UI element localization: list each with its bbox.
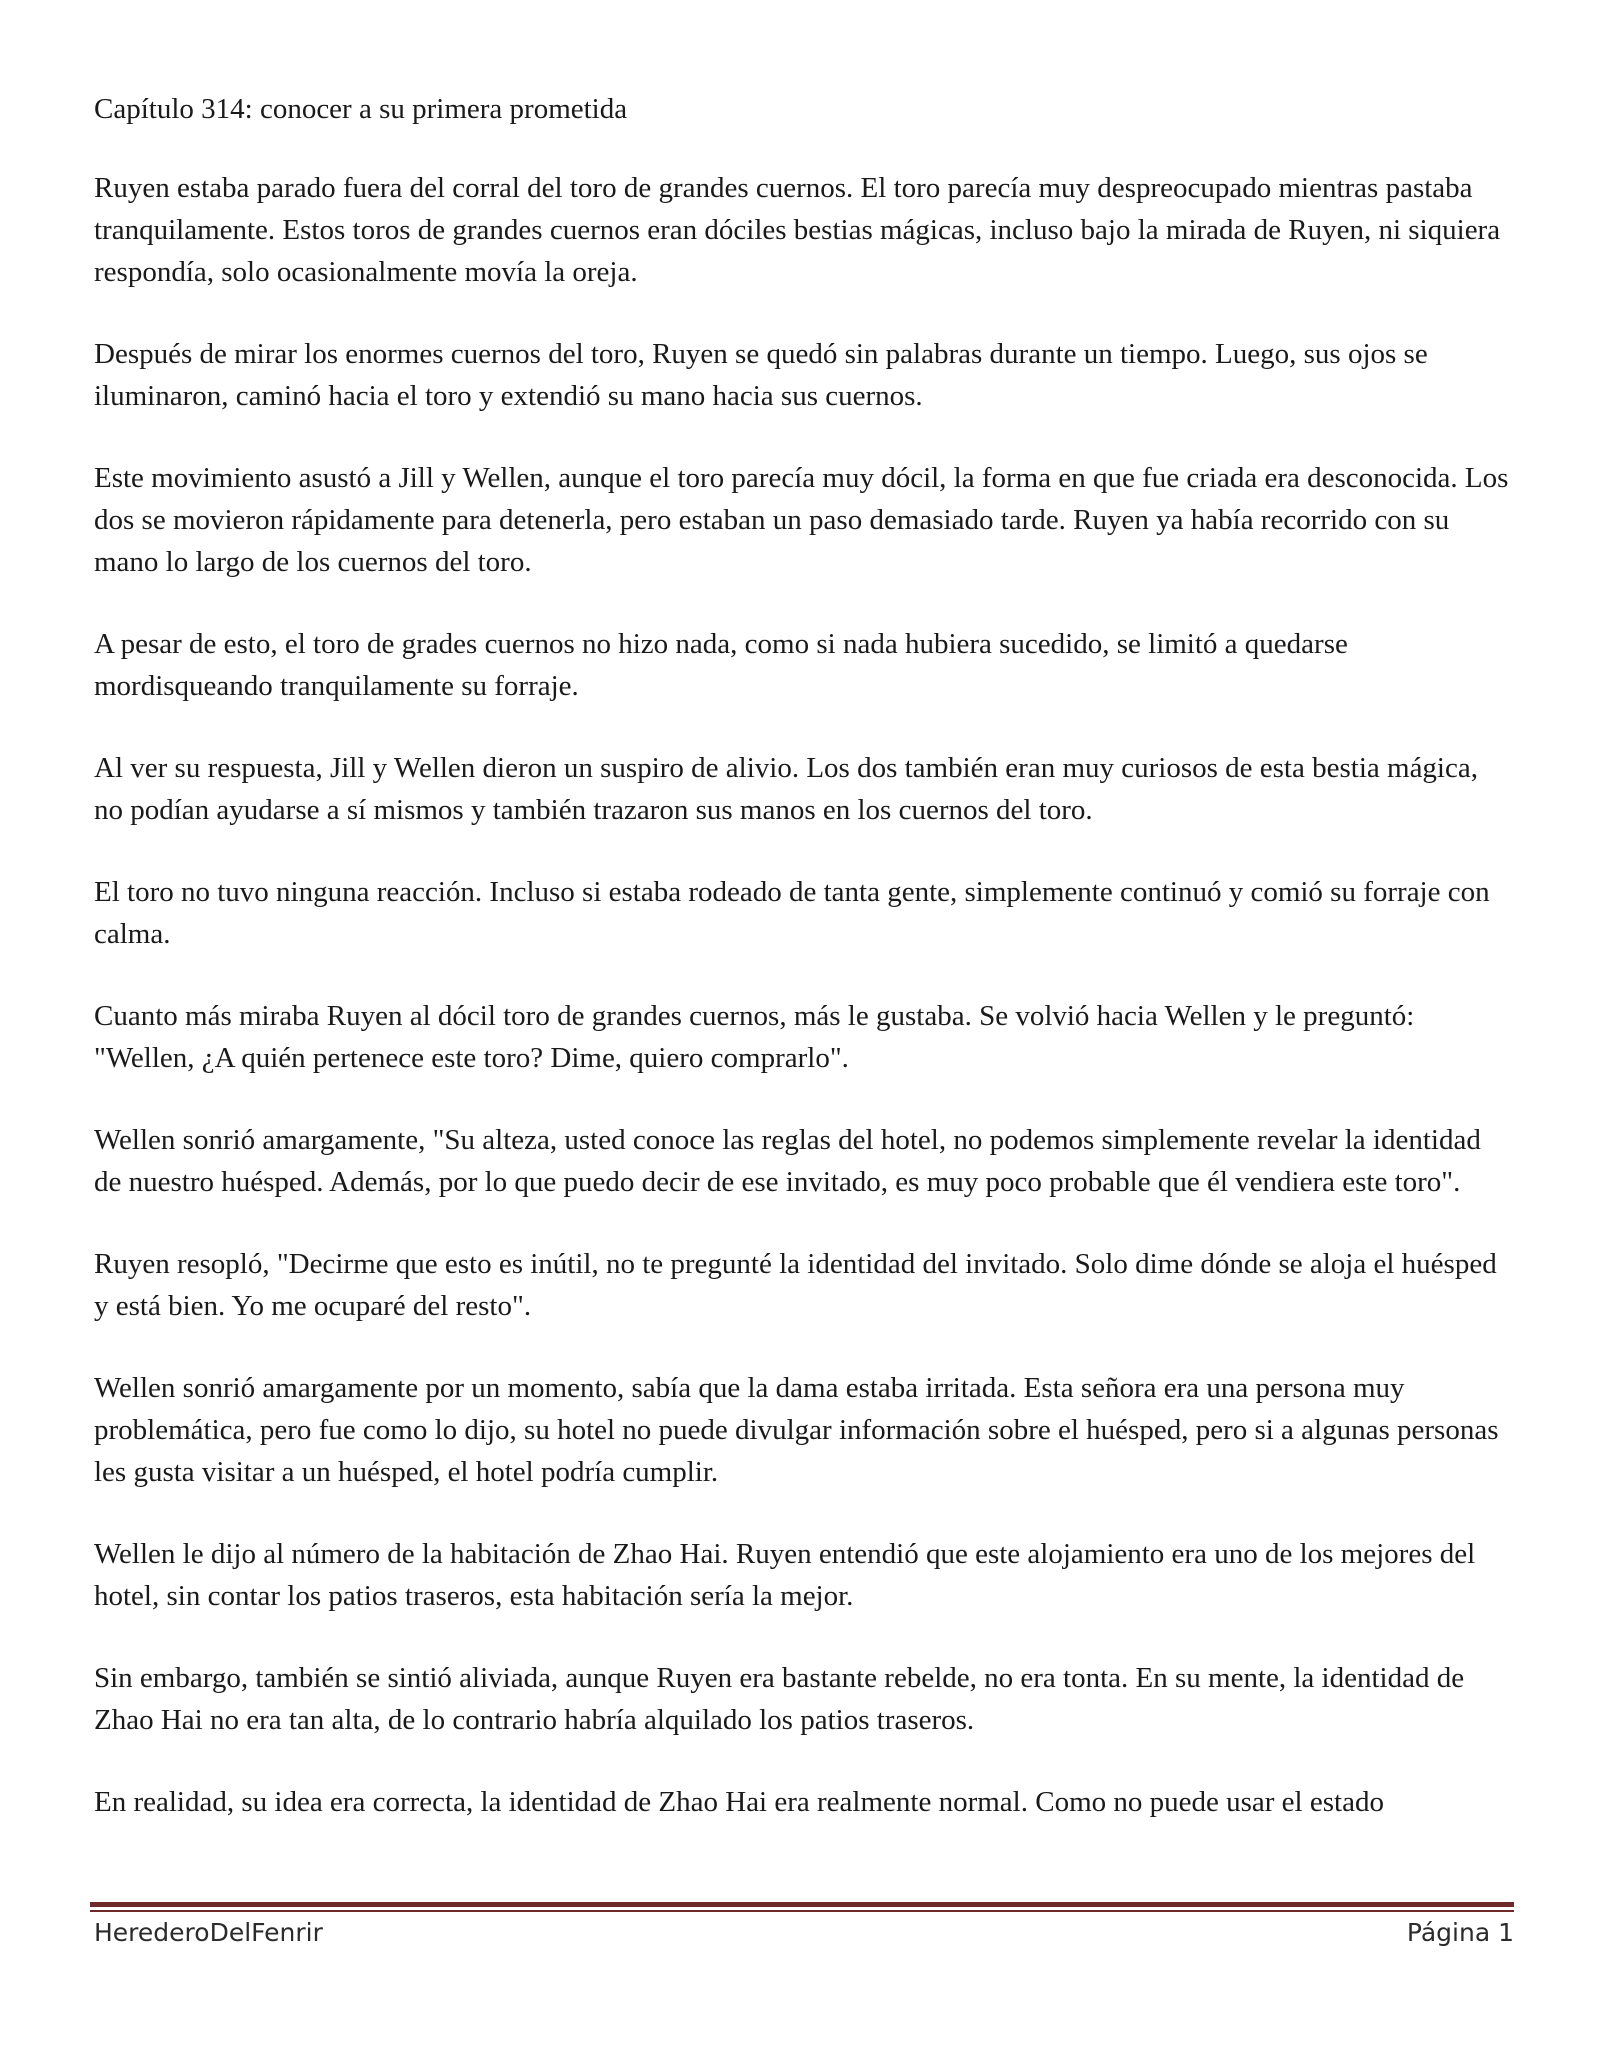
paragraph-5: Al ver su respuesta, Jill y Wellen dieron un suspiro de alivio. Los dos también eran muy curiosos de esta bestia mágica, no podían ayudarse a sí mismos y también trazaron sus manos en los cuernos del toro. bbox=[94, 752, 1478, 826]
chapter-title: Capítulo 314: conocer a su primera prometida bbox=[94, 93, 628, 125]
paragraph-7: Cuanto más miraba Ruyen al dócil toro de grandes cuernos, más le gustaba. Se volvió hacia Wellen y le preguntó: "Wellen, ¿A quién pertenece este toro? Dime, quiero comprarlo". bbox=[94, 1000, 1415, 1074]
paragraph-10: Wellen sonrió amargamente por un momento, sabía que la dama estaba irritada. Esta señora era una persona muy problemática, pero fue como lo dijo, su hotel no puede divulgar información sobre el huésped, pero si a algunas personas les gusta visitar a un huésped, el hotel podría cumplir. bbox=[94, 1372, 1499, 1488]
paragraph-4: A pesar de esto, el toro de grades cuernos no hizo nada, como si nada hubiera sucedido, se limitó a quedarse mordisqueando tranquilamente su forraje. bbox=[94, 628, 1348, 702]
paragraph-3: Este movimiento asustó a Jill y Wellen, aunque el toro parecía muy dócil, la forma en que fue criada era desconocida. Los dos se movieron rápidamente para detenerla, pero estaban un paso demasiado tarde. Ruyen ya había recorrido con su mano lo largo de los cuernos del toro. bbox=[94, 462, 1509, 578]
footer-divider-thin bbox=[90, 1910, 1514, 1912]
footer-divider-thick bbox=[90, 1902, 1514, 1907]
paragraph-8: Wellen sonrió amargamente, "Su alteza, usted conoce las reglas del hotel, no podemos simplemente revelar la identidad de nuestro huésped. Además, por lo que puedo decir de ese invitado, es muy poco probable que él vendiera este toro". bbox=[94, 1124, 1481, 1198]
footer-divider bbox=[90, 1902, 1514, 1912]
document-body bbox=[94, 88, 1514, 1863]
paragraph-6: El toro no tuvo ninguna reacción. Incluso si estaba rodeado de tanta gente, simplemente continuó y comió su forraje con calma. bbox=[94, 876, 1490, 950]
paragraph-11: Wellen le dijo al número de la habitación de Zhao Hai. Ruyen entendió que este alojamiento era uno de los mejores del hotel, sin contar los patios traseros, esta habitación sería la mejor. bbox=[94, 1538, 1476, 1612]
paragraph-9: Ruyen resopló, "Decirme que esto es inútil, no te pregunté la identidad del invitado. Solo dime dónde se aloja el huésped y está bien. Yo me ocuparé del resto". bbox=[94, 1248, 1497, 1322]
footer-author: HerederoDelFenrir bbox=[94, 1918, 323, 1947]
paragraph-1: Ruyen estaba parado fuera del corral del toro de grandes cuernos. El toro parecía muy despreocupado mientras pastaba tranquilamente. Estos toros de grandes cuernos eran dóciles bestias mágicas, incluso bajo la mirada de Ruyen, ni siquiera respondía, solo ocasionalmente movía la oreja. bbox=[94, 172, 1501, 288]
paragraph-2: Después de mirar los enormes cuernos del toro, Ruyen se quedó sin palabras durante un tiempo. Luego, sus ojos se iluminaron, caminó hacia el toro y extendió su mano hacia sus cuernos. bbox=[94, 338, 1428, 412]
paragraph-12: Sin embargo, también se sintió aliviada, aunque Ruyen era bastante rebelde, no era tonta. En su mente, la identidad de Zhao Hai no era tan alta, de lo contrario habría alquilado los patios traseros. bbox=[94, 1662, 1465, 1736]
footer-page-number: Página 1 bbox=[1406, 1918, 1514, 1947]
paragraph-13: En realidad, su idea era correcta, la identidad de Zhao Hai era realmente normal. Como no puede usar el estado bbox=[94, 1786, 1384, 1818]
